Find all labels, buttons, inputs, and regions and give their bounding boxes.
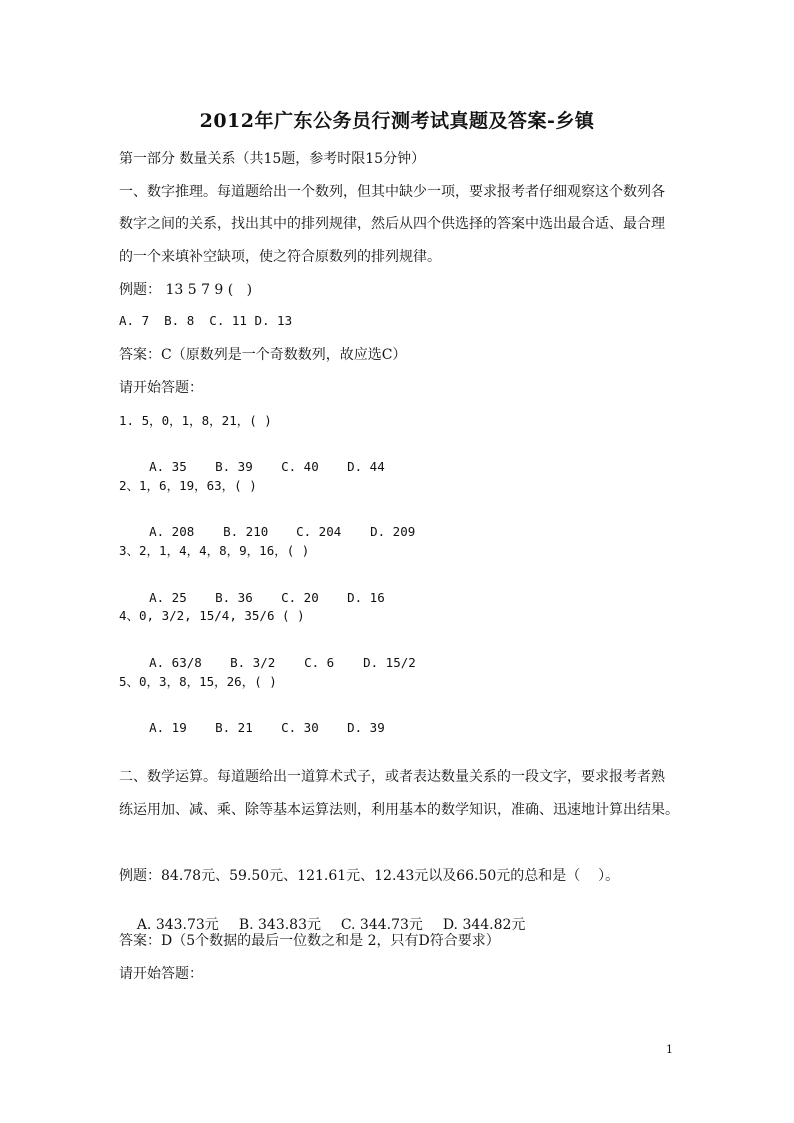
question-2: 2、1，6，19，63，( ) — [119, 478, 257, 493]
document-title: 2012年广东公务员行测考试真题及答案-乡镇 — [199, 110, 595, 132]
option-a: A. 208 — [149, 524, 195, 539]
option-c: C. 20 — [281, 590, 319, 605]
section1-intro-line-3: 的一个来填补空缺项，使之符合原数列的排列规律。 — [119, 249, 441, 265]
section2-start: 请开始答题： — [119, 966, 203, 982]
section2-example: 例题：84.78元、59.50元、121.61元、12.43元以及66.50元的总和是（ ）。 — [119, 868, 620, 884]
option-c: C. 6 — [304, 655, 335, 670]
question-5: 5、0，3，8，15，26，( ) — [119, 674, 277, 689]
option-a: A. 343.73元 — [136, 917, 219, 933]
section1-intro-line-1: 一、数字推理。每道题给出一个数列，但其中缺少一项，要求报考者仔细观察这个数列各 — [119, 184, 665, 200]
section2-answer: 答案：D（5个数据的最后一位数之和是 2，只有D符合要求） — [119, 933, 500, 949]
section1-example: 例题： 13 5 7 9 ( ) — [119, 282, 253, 298]
option-a: A. 25 — [149, 590, 187, 605]
option-d: D. 15/2 — [363, 655, 416, 670]
option-b: B. 39 — [215, 459, 253, 474]
question-1: 1. 5，0，1，8，21，( ) — [119, 413, 272, 428]
option-b: B. 343.83元 — [238, 917, 321, 933]
section1-answer: 答案：C（原数列是一个奇数数列，故应选C） — [119, 347, 407, 363]
option-d: D. 209 — [370, 524, 416, 539]
option-b: B. 3/2 — [230, 655, 276, 670]
option-c: C. 30 — [281, 720, 319, 735]
question-5-options — [119, 705, 385, 750]
option-b: B. 36 — [215, 590, 253, 605]
question-3: 3、2，1，4，4，8，9，16，( ) — [119, 543, 310, 558]
section2-intro-line-1: 二、数学运算。每道题给出一道算术式子，或者表达数量关系的一段文字，要求报考者熟 — [119, 769, 665, 785]
section1-example-options: A. 7 B. 8 C. 11 D. 13 — [119, 313, 293, 328]
option-d: D. 344.82元 — [442, 917, 526, 933]
option-d: D. 16 — [347, 590, 385, 605]
question-4: 4、0, 3/2, 15/4, 35/6 ( ) — [119, 608, 305, 623]
page-number: 1 — [666, 1043, 673, 1056]
option-c: C. 204 — [296, 524, 342, 539]
option-a: A. 63/8 — [149, 655, 202, 670]
option-c: C. 344.73元 — [340, 917, 423, 933]
part-heading: 第一部分 数量关系（共15题，参考时限15分钟） — [119, 151, 426, 167]
option-c: C. 40 — [281, 459, 319, 474]
option-d: D. 44 — [347, 459, 385, 474]
option-d: D. 39 — [347, 720, 385, 735]
option-b: B. 210 — [223, 524, 269, 539]
section2-intro-line-2: 练运用加、减、乘、除等基本运算法则，利用基本的数学知识，准确、迅速地计算出结果。 — [119, 802, 679, 818]
option-a: A. 19 — [149, 720, 187, 735]
option-b: B. 21 — [215, 720, 253, 735]
option-a: A. 35 — [149, 459, 187, 474]
section1-intro-line-2: 数字之间的关系，找出其中的排列规律，然后从四个供选择的答案中选出最合适、最合理 — [119, 216, 665, 232]
section1-start: 请开始答题： — [119, 380, 203, 396]
